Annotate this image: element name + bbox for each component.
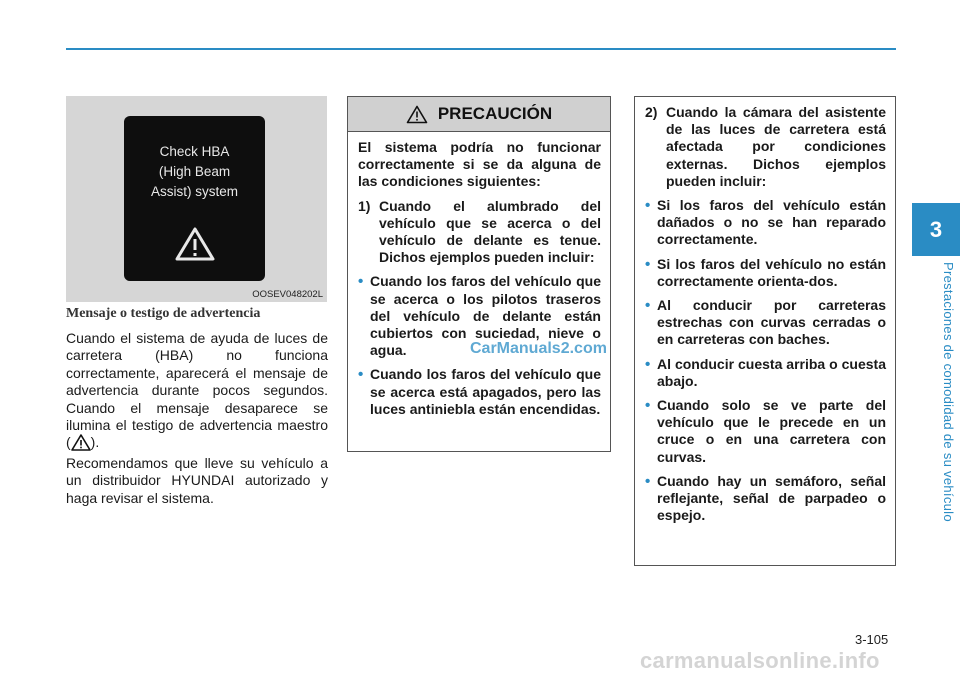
continued-caution-box	[634, 96, 896, 566]
bullet-icon: •	[645, 297, 651, 315]
caution-bullet	[645, 397, 886, 466]
caution-bullet	[645, 297, 886, 349]
item-number: 1)	[358, 197, 371, 214]
caution-body	[348, 132, 610, 418]
caution-box	[347, 96, 611, 452]
bullet-icon: •	[358, 366, 364, 384]
bullet-text: Al conducir cuesta arriba o cuesta abajo.	[657, 355, 886, 389]
footer-watermark: carmanualsonline.info	[640, 648, 880, 673]
bullet-text: Al conducir por carreteras estrechas con curvas cerradas o en carreteras con baches.	[657, 297, 886, 348]
bullet-text: Cuando los faros del vehículo que se acerca está apagados, pero las luces antiniebla están encendidas.	[370, 366, 601, 417]
bullet-text: Si los faros del vehículo están dañados o no se han reparado correctamente.	[657, 197, 886, 248]
caution-bullet	[645, 197, 886, 249]
section-subheading: Mensaje o testigo de advertencia	[66, 306, 261, 321]
recommendation-paragraph: Recomendamos que lleve su vehículo a un distribuidor HYUNDAI autorizado y haga revisar el sistema.	[66, 455, 328, 506]
top-rule	[66, 48, 896, 50]
caution-bullet	[358, 366, 601, 418]
figure-code: OOSEV048202L	[252, 289, 323, 300]
display-line-1: Check HBA	[159, 144, 230, 159]
caution-header	[348, 97, 610, 132]
warning-paragraph-text: Cuando el sistema de ayuda de luces de carretera (HBA) no funciona correctamente, aparecerá el mensaje de advertencia durante pocos segundos. Cuando el mensaje desaparece se ilumina el testigo de advertencia maestro (	[66, 330, 328, 451]
bullet-text: Cuando solo se ve parte del vehículo que le precede en un cruce o en una carretera con curvas.	[657, 397, 886, 465]
bullet-text: Cuando los faros del vehículo que se acerca o los pilotos traseros del vehículo de delante están cubiertos con suciedad, nieve o agua.	[370, 273, 601, 359]
display-line-3: Assist) system	[150, 184, 238, 199]
chapter-title: Prestaciones de comodidad de su vehículo	[941, 262, 956, 522]
warning-paragraph	[66, 330, 328, 452]
bullet-icon: •	[645, 397, 651, 415]
bullet-icon: •	[645, 355, 651, 373]
caution-item-1	[358, 198, 601, 267]
item-text: Cuando el alumbrado del vehículo que se acerca o del vehículo de delante es tenue. Dichos ejemplos pueden incluir:	[379, 197, 601, 266]
chapter-tab: 3	[912, 203, 960, 256]
page-number: 3-105	[855, 632, 889, 647]
caution-title: PRECAUCIÓN	[437, 104, 553, 123]
warning-paragraph-end: ).	[90, 434, 100, 451]
master-warning-icon	[71, 434, 91, 451]
warning-triangle-icon	[174, 226, 216, 262]
caution-bullet	[645, 356, 886, 390]
caution-bullet	[645, 256, 886, 290]
bullet-text: Cuando hay un semáforo, señal reflejante, señal de parpadeo o espejo.	[657, 472, 886, 524]
item-number: 2)	[645, 104, 658, 120]
bullet-icon: •	[645, 472, 651, 490]
bullet-icon: •	[358, 273, 364, 291]
caution-triangle-icon	[406, 105, 428, 124]
bullet-icon: •	[645, 197, 651, 215]
cluster-display	[124, 116, 265, 281]
item-text: Cuando la cámara del asistente de las luces de carretera está afectada por condiciones externas. Dichos ejemplos pueden incluir:	[666, 104, 886, 189]
caution-bullet	[645, 473, 886, 525]
watermark-text: CarManuals2.com	[470, 340, 607, 357]
display-line-2: (High Beam	[158, 164, 231, 179]
hba-figure	[66, 96, 327, 302]
bullet-icon: •	[645, 255, 651, 273]
caution-item-2	[645, 104, 886, 190]
bullet-text: Si los faros del vehículo no están correctamente orienta-dos.	[657, 255, 886, 289]
caution-intro: El sistema podría no funcionar correctamente si se da alguna de las condiciones siguientes:	[358, 139, 601, 190]
